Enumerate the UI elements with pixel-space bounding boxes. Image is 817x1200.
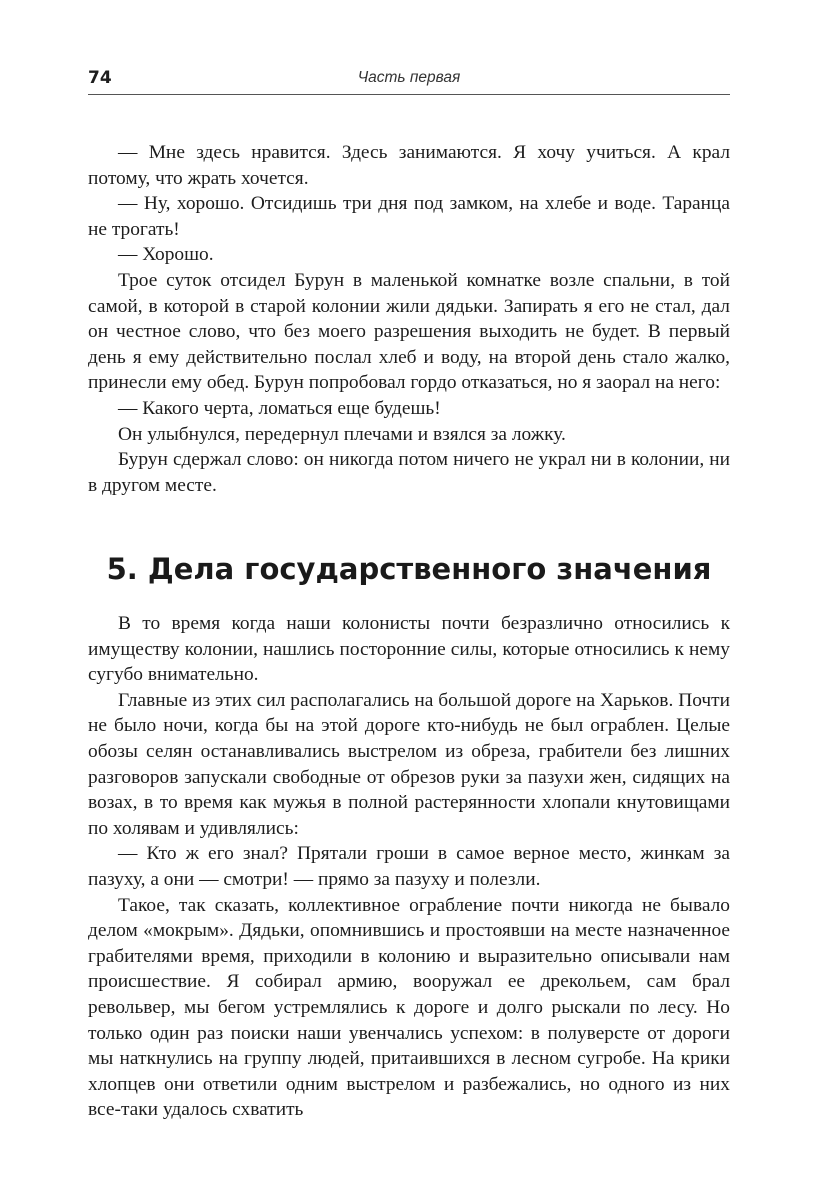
text-block-before-chapter <box>88 140 730 498</box>
paragraph: — Ну, хорошо. Отсидишь три дня под замком, на хлебе и воде. Таранца не трогать! <box>88 193 730 240</box>
running-title: Часть первая <box>357 69 461 86</box>
text-block-after-chapter <box>88 611 730 1123</box>
paragraph: Бурун сдержал слово: он никогда потом ничего не украл ни в колонии, ни в другом месте. <box>88 449 730 496</box>
chapter-heading: 5. Дела государственного значения <box>106 552 712 586</box>
paragraph: Трое суток отсидел Бурун в маленькой комнатке возле спальни, в той самой, в которой в старой колонии жили дядьки. Запирать я его не стал, дал он честное слово, что без моего разрешения выходить не будет. В первый день я ему действительно послал хлеб и воду, на второй день стало жалко, принесли ему обед. Бурун попробовал гордо отказаться, но я заорал на него: <box>88 269 730 394</box>
paragraph: В то время когда наши колонисты почти безразлично относились к имуществу колонии, нашлись посторонние силы, которые относились к нему сугубо внимательно. <box>88 613 730 686</box>
running-header <box>88 66 730 95</box>
paragraph: — Мне здесь нравится. Здесь занимаются. Я хочу учиться. А крал потому, что жрать хочется. <box>88 142 730 189</box>
page-number: 74 <box>88 68 112 88</box>
paragraph: Он улыбнулся, передернул плечами и взялся за ложку. <box>118 423 566 445</box>
paragraph: — Какого черта, ломаться еще будешь! <box>118 397 441 419</box>
paragraph: — Хорошо. <box>118 244 214 266</box>
paragraph: Главные из этих сил располагались на большой дороге на Харьков. Почти не было ночи, когда бы на этой дороге кто-нибудь не был ограблен. Целые обозы селян останавливались выстрелом из обреза, грабители без лишних разговоров запускали свободные от обрезов руки за пазухи жен, сидящих на возах, в то время как мужья в полной растерянности хлопали кнутовищами по холявам и удивлялись: <box>88 689 730 839</box>
paragraph: Такое, так сказать, коллективное ограбление почти никогда не бывало делом «мокрым». Дядьки, опомнившись и простоявши на месте назначенное грабителями время, приходили в колонию и выразительно описывали нам происшествие. Я собирал армию, вооружал ее дрекольем, сам брал револьвер, мы бегом устремлялись к дороге и долго рыскали по лесу. Но только один раз поиски наши увенчались успехом: в полуверсте от дороги мы наткнулись на группу людей, притаившихся в лесном сугробе. На крики хлопцев они ответили одним выстрелом и разбежались, но одного из них все-таки удалось схватить <box>88 894 730 1121</box>
paragraph: — Кто ж его знал? Прятали гроши в самое верное место, жинкам за пазуху, а они — смотри! — прямо за пазуху и полезли. <box>88 843 730 890</box>
